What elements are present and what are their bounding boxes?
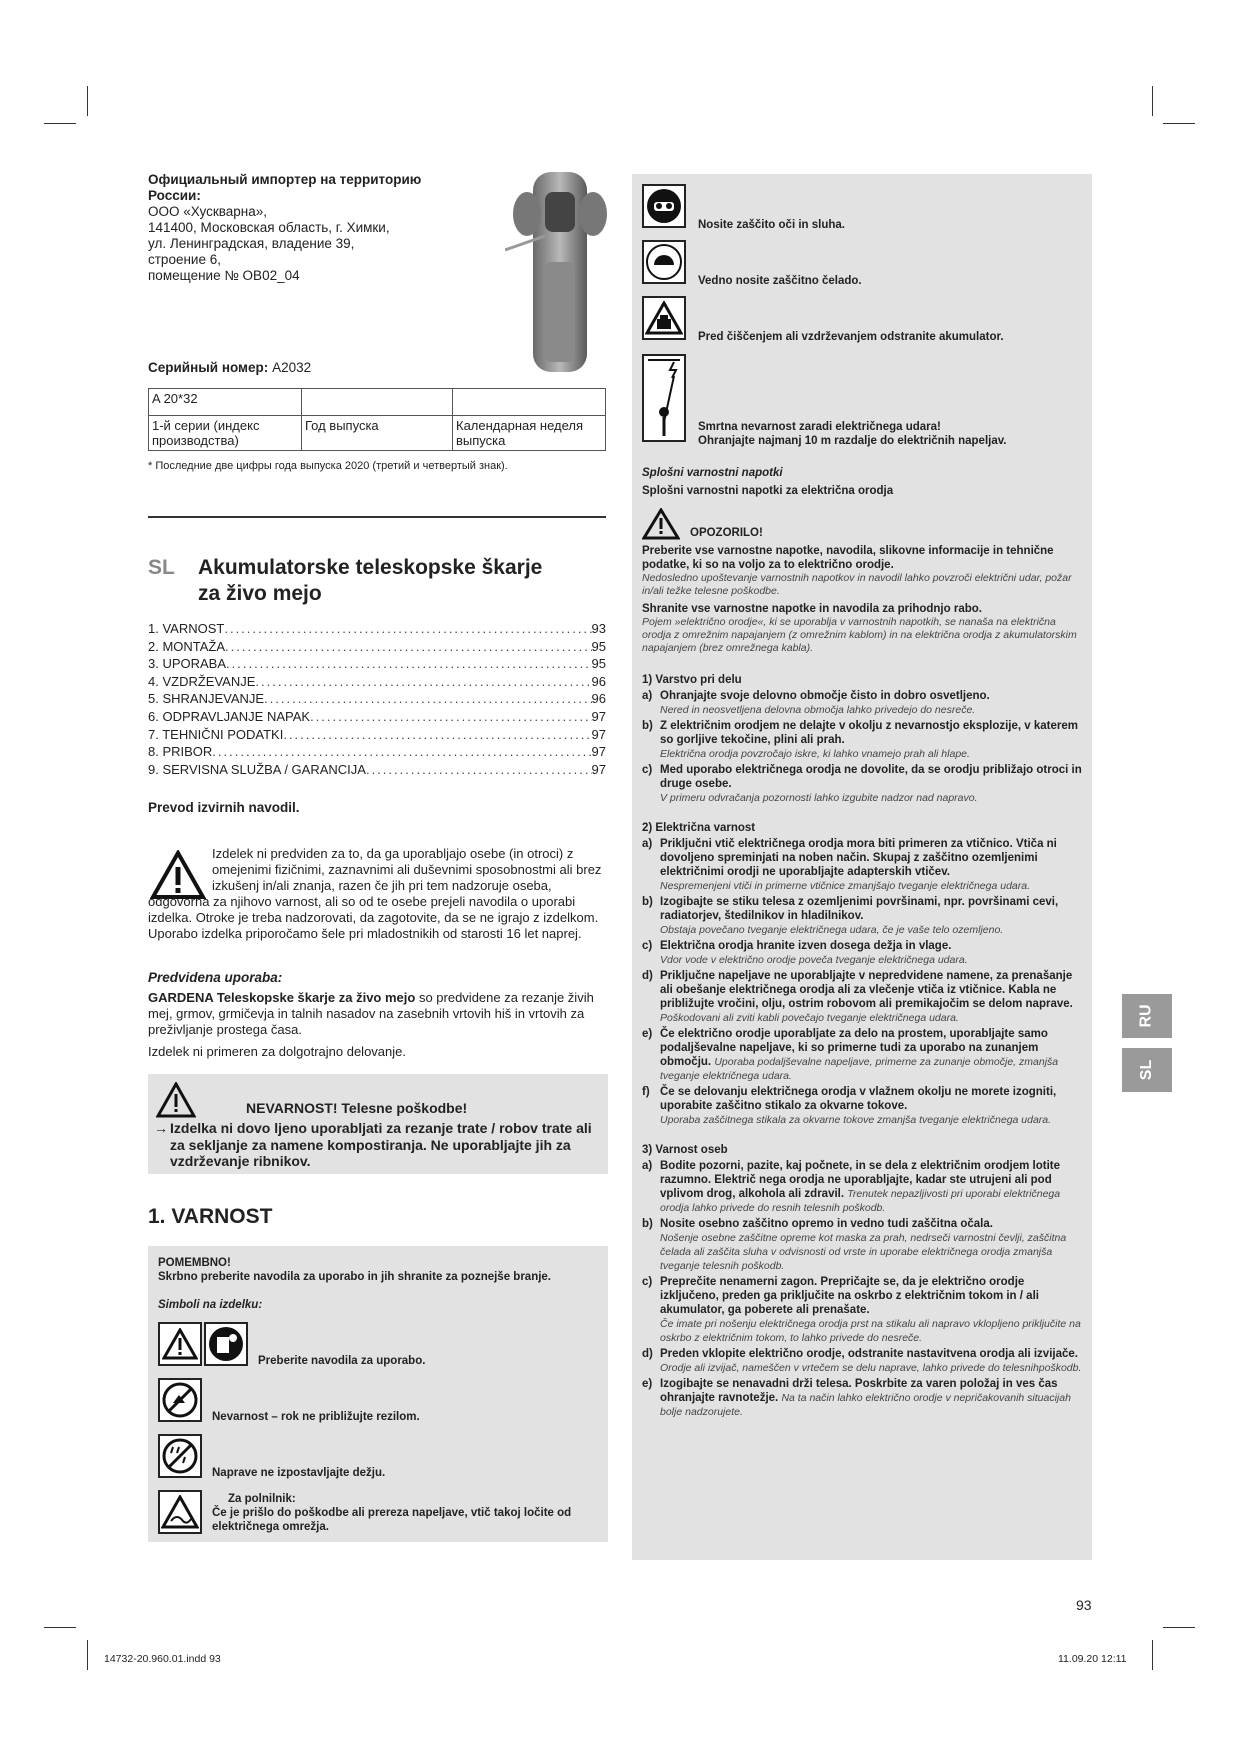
right-icon-text: Pred čiščenjem ali vzdrževanjem odstranite akumulator. xyxy=(698,331,1004,343)
intended-use-heading: Predvidena uporaba: xyxy=(148,970,283,985)
serial-label: Серийный номер: xyxy=(148,360,269,375)
no-rain-icon xyxy=(158,1434,202,1478)
danger-text: Izdelka ni dovo ljeno uporabljati za rezanje trate / robov trate ali za sekljanje za namene kompostiranja. Ne uporabljajte jih za vzdrževanje ribnikov. xyxy=(170,1120,592,1169)
importer-line: ул. Ленинградская, владение 39, xyxy=(148,236,355,251)
list-item: b) Z električnim orodjem ne delajte v okolju z nevarnostjo eksplozije, v katerem so gorljive tekočine, plini ali prah. Električna orodja povzročajo iskre, ki lahko vnamejo prah ali hlape. xyxy=(642,720,1078,760)
importer-block xyxy=(148,172,448,284)
helmet-icon xyxy=(642,240,686,284)
right-icon-text: Nosite zaščito oči in sluha. xyxy=(698,219,845,231)
serial-cell: A 20*32 xyxy=(149,389,302,416)
lang-code: SL xyxy=(148,556,175,579)
symbol-text: Preberite navodila za uporabo. xyxy=(258,1355,426,1367)
divider xyxy=(148,516,606,518)
toc-item[interactable]: 5. SHRANJEVANJE ..... 96 xyxy=(148,690,606,708)
list-item: e) Izogibajte se nenavadni drži telesa. Poskrbite za varen položaj in ves čas ohranjajte ravnotežje. Na ta način lahko električno orodje v nepričakovanih situacijah bolje nadzorujete. xyxy=(642,1378,1071,1418)
importer-heading-2: России: xyxy=(148,188,201,203)
serial-value: A2032 xyxy=(272,360,312,375)
list-item: c) Preprečite nenamerni zagon. Prepričajte se, da je električno orodje izključeno, preden ga priključite na oskrbo z električnim tokom in / ali akumulator, ga poberete ali prenašate. Če imate pri nošenju električnega orodja prst na stikalu ali napravo vklopljeno priključite na oskrbo z električnim tokom, to lahko privede do nesreče. xyxy=(642,1276,1081,1344)
importer-line: ООО «Хускварна», xyxy=(148,204,267,219)
list-item: a) Priključni vtič električnega orodja mora biti primeren za vtičnico. Vtiča ni dovoljeno spreminjati na noben način. Skupaj z zaščitno ozemljenimi električnimi orodji ne uporabljajte adapterskih vtičev. Nespremenjeni vtiči in primerne vtičnice zmanjšajo tveganje električnega udara. xyxy=(642,838,1057,892)
toc-item[interactable]: 2. MONTAŽA ..... 95 xyxy=(148,638,606,656)
intended-use-note: Izdelek ni primeren za dolgotrajno delovanje. xyxy=(148,1044,406,1059)
tab-ru[interactable]: RU xyxy=(1122,994,1172,1038)
importer-line: помещение № ОВ02_04 xyxy=(148,268,300,283)
warning-triangle-icon xyxy=(150,850,206,900)
subsection-title: 3) Varnost oseb xyxy=(642,1144,728,1156)
toc-item[interactable]: 1. VARNOST ..... 93 xyxy=(148,620,606,638)
serial-cell: 1-й серии (индекс производства) xyxy=(149,416,302,451)
crop-mark xyxy=(87,1640,88,1670)
crop-mark xyxy=(44,1627,76,1628)
serial-cell: Год выпуска xyxy=(302,416,453,451)
general-heading: Splošni varnostni napotki za električna orodja xyxy=(642,485,894,497)
children-warning-first: Izdelek ni predviden za to, da ga uporabljajo osebe (in otroci) z omejenimi fizičnimi, zaznavnimi ali duševnimi sposobnostmi ali brez izkušenj in/ali znanja, razen če jih pri tem nadzoruje oseba, xyxy=(212,846,602,893)
list-item: b) Nosite osebno zaščitno opremo in vedno tudi zaščitna očala. Nošenje osebne zaščitne opreme kot maska za prah, nedrseči varnostni čevlji, zaščitna čelada ali zaščita sluha v odvisnosti od vrste in uporabe električnega orodja zmanjša tveganje telesnih poškodb. xyxy=(642,1218,1067,1272)
product-handle-image xyxy=(505,172,615,372)
toc-item[interactable]: 3. UPORABA ..... 95 xyxy=(148,655,606,673)
toc-item[interactable]: 6. ODPRAVLJANJE NAPAK ..... 97 xyxy=(148,708,606,726)
warning-triangle-icon xyxy=(156,1082,196,1118)
list-item: b) Izogibajte se stiku telesa z ozemljenimi površinami, npr. površinami cevi, radiatorjev, štedilnikov in hladilnikov. Obstaja povečano tveganje električnega udara, če je vaše telo ozemljeno. xyxy=(642,896,1059,936)
table-of-contents xyxy=(148,620,606,778)
serial-cell xyxy=(302,389,453,416)
eye-ear-protection-icon xyxy=(642,184,686,228)
list-item: d) Priključne napeljave ne uporabljajte v nepredvidene namene, za prenašanje ali obešanje električnega orodja ali za vlečenje vtiča iz vtičnice. Kabla ne približujte vročini, olju, ostrim robovom ali premikajočim se delom naprave. Poškodovani ali zviti kabli povečajo tveganje električnega udara. xyxy=(642,970,1073,1024)
importer-line: 141400, Московская область, г. Химки, xyxy=(148,220,390,235)
warning-triangle-icon xyxy=(642,508,680,540)
danger-title: NEVARNOST! Telesne poškodbe! xyxy=(246,1100,468,1116)
serial-cell: Календарная неделя выпуска xyxy=(453,416,606,451)
charger-title: Za polnilnik: xyxy=(228,1493,296,1505)
serial-cell xyxy=(453,389,606,416)
title-line: za živo mejo xyxy=(198,582,322,605)
right-icon-text-2: Ohranjajte najmanj 10 m razdalje do električnih napeljav. xyxy=(698,435,1007,447)
importer-heading: Официальный импортер на территорию xyxy=(148,172,422,187)
important-text: Skrbno preberite navodila za uporabo in jih shranite za poznejše branje. xyxy=(158,1271,551,1283)
toc-item[interactable]: 8. PRIBOR ..... 97 xyxy=(148,743,606,761)
keep-instructions-note: Pojem »električno orodje«, ki se uporablja v varnostnih napotkih, se nanaša na električna orodja z omrežnim napajanjem (z omrežnim kablom) in na električna orodja z akumulatorskim napajanjem (brez omrežnega kabla). xyxy=(642,616,1077,654)
read-instructions-note: Nedosledno upoštevanje varnostnih napotkov in navodil lahko povzroči električni udar, požar in/ali težke telesne poškodbe. xyxy=(642,572,1072,597)
translation-note: Prevod izvirnih navodil. xyxy=(148,800,300,815)
symbols-heading: Simboli na izdelku: xyxy=(158,1299,263,1311)
list-item: c) Med uporabo električnega orodja ne dovolite, da se orodju približajo otroci in druge osebe. V primeru odvračanja pozornosti lahko izgubite nadzor nad napravo. xyxy=(642,764,1082,804)
charger-cable-icon xyxy=(158,1490,202,1534)
intended-use-text xyxy=(148,990,608,1038)
crop-mark xyxy=(1152,86,1153,116)
page-number: 93 xyxy=(1076,1597,1092,1613)
blade-danger-icon xyxy=(158,1378,202,1422)
crop-mark xyxy=(1163,1627,1195,1628)
list-item: a) Ohranjajte svoje delovno območje čisto in dobro osvetljeno. Nered in neosvetljena delovna območja lahko privedejo do nesreče. xyxy=(642,690,990,716)
page-title xyxy=(148,555,608,607)
general-heading-italic: Splošni varnostni napotki xyxy=(642,467,783,479)
serial-line xyxy=(148,360,311,375)
danger-box: NEVARNOST! Telesne poškodbe! → Izdelka ni dovo ljeno uporabljati za rezanje trate / robov trate ali za sekljanje za namene kompostiranja. Ne uporabljajte jih za vzdrževanje ribnikov. xyxy=(148,1074,608,1174)
serial-table xyxy=(148,388,606,451)
right-icon-text: Vedno nosite zaščitno čelado. xyxy=(698,275,862,287)
footer-file: 14732-20.960.01.indd 93 xyxy=(104,1653,221,1665)
warning-triangle-icon xyxy=(158,1322,202,1366)
list-item: a) Bodite pozorni, pazite, kaj počnete, in se dela z električnim orodjem lotite razumno. Električ nega orodja ne uporabljajte, kadar ste utrujeni ali pod vplivom drog, alkohola ali zdravil. Trenutek nepazljivosti pri uporabi električnega orodja lahko privede do resnih telesnih poškodb. xyxy=(642,1160,1061,1214)
title-line: Akumulatorske teleskopske škarje xyxy=(198,556,543,579)
crop-mark xyxy=(1152,1640,1153,1670)
remove-battery-icon xyxy=(642,296,686,340)
intended-use-body: so predvidene za rezanje živih mej, grmov, grmičevja in talnih nasadov na zasebnih vrtovih hiš in vrtovih za preživljanje prostega časa. xyxy=(148,990,594,1037)
right-icon-text: Smrtna nevarnost zaradi električnega udara! xyxy=(698,421,941,433)
importer-line: строение 6, xyxy=(148,252,221,267)
tab-sl[interactable]: SL xyxy=(1122,1048,1172,1092)
warning-label: OPOZORILO! xyxy=(690,527,763,539)
children-warning-rest: odgovorna za njihovo varnost, ali so od te osebe prejeli navodila o uporabi izdelka. Otroke je treba nadzorovati, da zagotovite, da se ne igrajo z izdelkom. Uporabo izdelka priporočamo šele pri mladostnikih od starosti 16 let naprej. xyxy=(148,894,599,941)
subsection-title: 2) Električna varnost xyxy=(642,822,756,834)
varnost-box xyxy=(148,1246,608,1542)
power-line-icon xyxy=(642,354,686,442)
serial-footnote: * Последние две цифры года выпуска 2020 (третий и четвертый знак). xyxy=(148,460,508,472)
list-item: f) Če se delovanju električnega orodja v vlažnem okolju ne morete izogniti, uporabite zaščitno stikalo za okvarne tokove. Uporaba zaščitnega stikala za okvarne tokove zmanjša tveganje električnega udara. xyxy=(642,1086,1057,1126)
footer-date: 11.09.20 12:11 xyxy=(1058,1653,1127,1665)
product-name: GARDENA Teleskopske škarje za živo mejo xyxy=(148,990,416,1005)
read-manual-icon xyxy=(204,1322,248,1366)
crop-mark xyxy=(87,86,88,116)
important-label: POMEMBNO! xyxy=(158,1257,231,1269)
crop-mark xyxy=(44,123,76,124)
read-instructions: Preberite vse varnostne napotke, navodila, slikovne informacije in tehnične podatke, ki so na voljo za to električno orodje. xyxy=(642,545,1054,571)
list-item: e) Če električno orodje uporabljate za delo na prostem, uporabljajte samo podaljševalne napeljave, ki so primerne tudi za uporabo na zunanjem območju. Uporaba podaljševalne napeljave, primerne za zunanje območje, zmanjša tveganje električnega udara. xyxy=(642,1028,1059,1082)
list-item: d) Preden vklopite električno orodje, odstranite nastavitvena orodja ali izvijače. Orodje ali izvijač, nameščen v vrtečem se delu naprave, lahko privede do telesnihpoškodb. xyxy=(642,1348,1082,1374)
toc-item[interactable]: 9. SERVISNA SLUŽBA / GARANCIJA ..... 97 xyxy=(148,761,606,779)
charger-text: Če je prišlo do poškodbe ali prereza napeljave, vtič takoj ločite od električnega omrežja. xyxy=(212,1507,572,1533)
crop-mark xyxy=(1163,123,1195,124)
keep-instructions: Shranite vse varnostne napotke in navodila za prihodnjo rabo. xyxy=(642,603,982,615)
symbol-text: Nevarnost – rok ne približujte rezilom. xyxy=(212,1411,420,1423)
toc-item[interactable]: 4. VZDRŽEVANJE ..... 96 xyxy=(148,673,606,691)
general-safety xyxy=(642,466,1082,1419)
symbol-text: Naprave ne izpostavljajte dežju. xyxy=(212,1467,386,1479)
toc-item[interactable]: 7. TEHNIČNI PODATKI ..... 97 xyxy=(148,726,606,744)
subsection-title: 1) Varstvo pri delu xyxy=(642,674,742,686)
list-item: c) Električna orodja hranite izven dosega dežja in vlage. Vdor vode v električno orodje poveča tveganje električnega udara. xyxy=(642,940,968,966)
section-heading: 1. VARNOST xyxy=(148,1205,273,1228)
